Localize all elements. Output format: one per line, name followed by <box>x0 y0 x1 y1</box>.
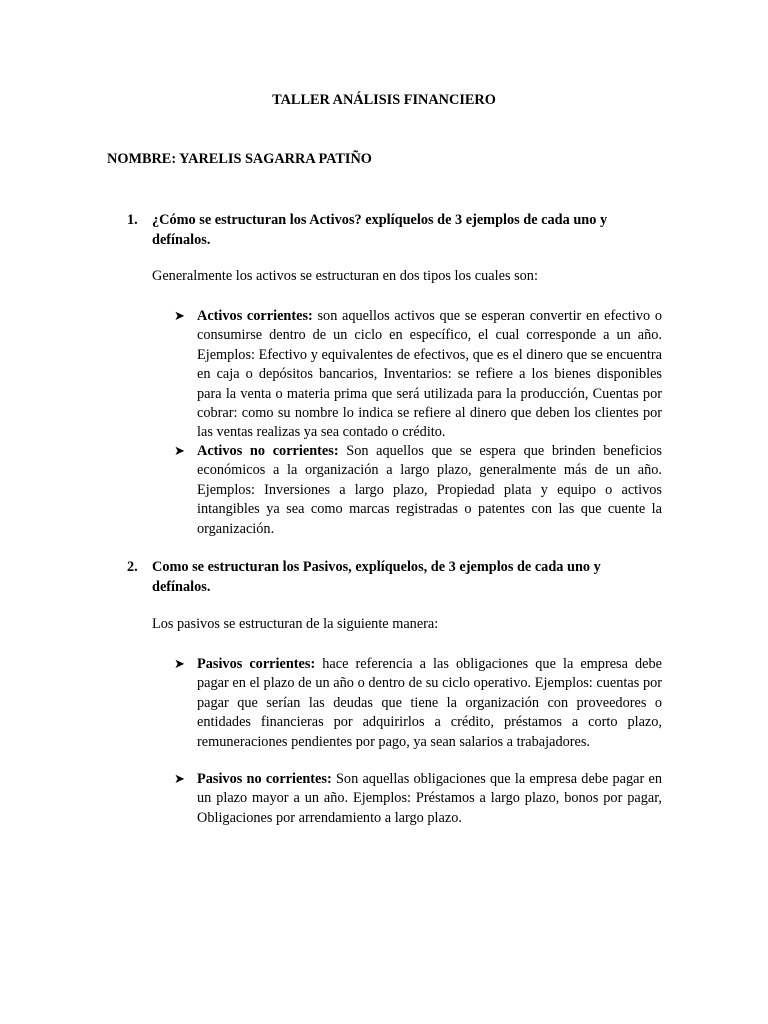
question-1-text: ¿Cómo se estructuran los Activos? explíquelos de 3 ejemplos de cada uno y defínalos. <box>152 212 608 248</box>
arrow-bullet-icon: ➤ <box>174 444 185 459</box>
bullet-term: Pasivos corrientes: <box>197 656 316 672</box>
question-2-intro: Los pasivos se estructuran de la siguiente manera: <box>152 616 439 632</box>
bullet-text: hace referencia a las obligaciones que la empresa debe pagar en el plazo de un año o dentro de su ciclo operativo. Ejemplos: cuentas por pagar que serían las deudas que tiene la organización con proveedores o entidades financieras por adquirirlos a crédito, préstamos a corto plazo, remuneraciones pendientes por pago, ya sean salarios a trabajadores. <box>197 656 662 750</box>
document-title: TALLER ANÁLISIS FINANCIERO <box>272 92 496 108</box>
question-1-intro: Generalmente los activos se estructuran en dos tipos los cuales son: <box>152 268 538 284</box>
bullet-text: Son aquellas obligaciones que la empresa debe pagar en un plazo mayor a un año. Ejemplos: Préstamos a largo plazo, bonos por pagar, Obligaciones por arrendamiento a largo plazo. <box>197 771 662 826</box>
question-1-number: 1. <box>127 212 138 228</box>
arrow-bullet-icon: ➤ <box>174 309 185 324</box>
bullet-term: Activos corrientes: <box>197 308 313 324</box>
question-2-text: Como se estructuran los Pasivos, explíquelos, de 3 ejemplos de cada uno y defínalos. <box>152 559 601 595</box>
student-name: NOMBRE: YARELIS SAGARRA PATIÑO <box>107 151 372 167</box>
arrow-bullet-icon: ➤ <box>174 657 185 672</box>
question-2-number: 2. <box>127 559 138 575</box>
bullet-text: son aquellos activos que se esperan convertir en efectivo o consumirse dentro de un ciclo en específico, el cual corresponde a un año. Ejemplos: Efectivo y equivalentes de efectivos, que es el dinero que se encuentra en caja o depósitos bancarios, Inventarios: se refiere a los bienes disponibles para la venta o materia prima que será utilizada para la producción, Cuentas por cobrar: como su nombre lo indica se refiere al dinero que deben los clientes por las ventas realizas ya sea contado o crédito. <box>197 308 662 441</box>
bullet-text: Son aquellos que se espera que brinden beneficios económicos a la organización a largo plazo, generalmente más de un año. Ejemplos: Inversiones a largo plazo, Propiedad plata y equipo o activos intangibles ya sea como marcas registradas o patentes con las que cuente la organización. <box>197 443 662 537</box>
bullet-term: Activos no corrientes: <box>197 443 339 459</box>
arrow-bullet-icon: ➤ <box>174 772 185 787</box>
bullet-term: Pasivos no corrientes: <box>197 771 332 787</box>
